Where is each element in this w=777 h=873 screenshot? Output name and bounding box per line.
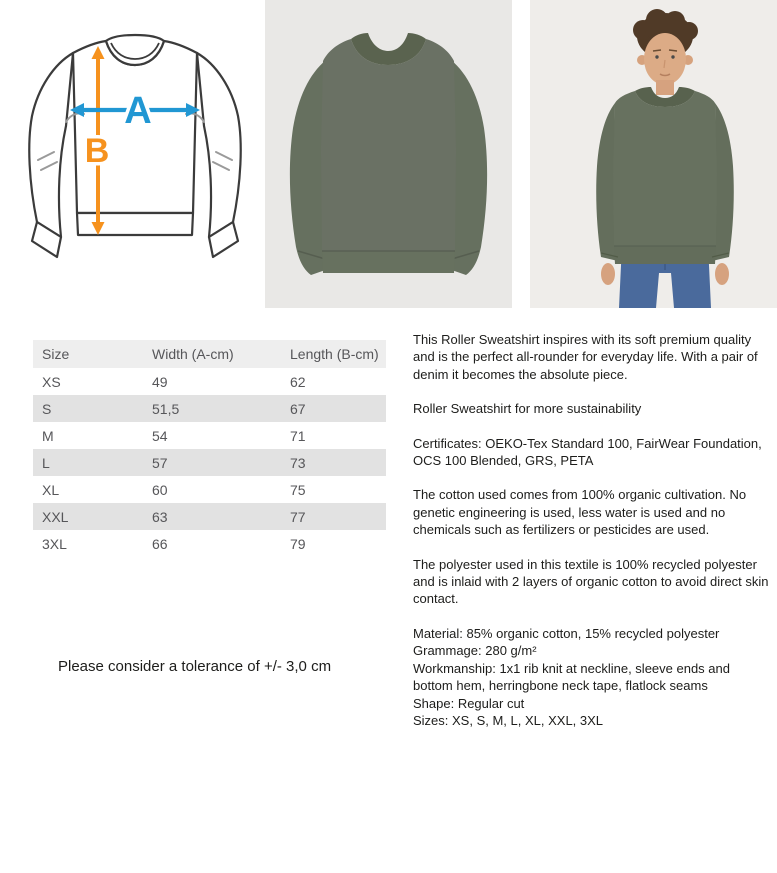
size-cell: XXL bbox=[42, 508, 69, 525]
spec-workmanship: Workmanship: 1x1 rib knit at neckline, sleeve ends and bottom hem, herringbone neck tape, flatlock seams bbox=[413, 660, 730, 694]
length-cell: 62 bbox=[290, 373, 306, 390]
size-cell: XL bbox=[42, 481, 60, 498]
size-row-xxl bbox=[33, 503, 386, 530]
measure-label-b: B bbox=[84, 132, 110, 170]
sweatshirt-outline-drawing bbox=[0, 0, 263, 310]
product-photo-front[interactable] bbox=[265, 0, 512, 308]
size-row-m bbox=[33, 422, 386, 449]
size-row-xs bbox=[33, 368, 386, 395]
width-cell: 49 bbox=[152, 373, 168, 390]
width-cell: 51,5 bbox=[152, 400, 180, 417]
size-cell: S bbox=[42, 400, 52, 417]
description-polyester: The polyester used in this textile is 100% recycled polyester and is inlaid with 2 layers of organic cotton to avoid direct skin contact. bbox=[413, 556, 769, 607]
length-cell: 71 bbox=[290, 427, 306, 444]
length-cell: 79 bbox=[290, 535, 306, 552]
measure-label-a: A bbox=[124, 90, 152, 132]
spec-material: Material: 85% organic cotton, 15% recycled polyester bbox=[413, 625, 720, 641]
model-face bbox=[644, 33, 686, 85]
model-hand-left bbox=[601, 263, 615, 285]
length-cell: 67 bbox=[290, 400, 306, 417]
length-cell: 75 bbox=[290, 481, 306, 498]
spec-shape: Shape: Regular cut bbox=[413, 695, 525, 711]
tolerance-note: Please consider a tolerance of +/- 3,0 cm bbox=[58, 658, 332, 675]
spec-sizes: Sizes: XS, S, M, L, XL, XXL, 3XL bbox=[413, 712, 604, 728]
size-table-header-row bbox=[33, 340, 386, 368]
size-table bbox=[33, 340, 386, 557]
size-row-xl bbox=[33, 476, 386, 503]
sweatshirt-product-drawing bbox=[265, 0, 512, 308]
column-header-size: Size bbox=[42, 346, 70, 362]
model-sweatshirt bbox=[596, 87, 734, 264]
width-cell: 54 bbox=[152, 427, 168, 444]
size-row-3xl bbox=[33, 530, 386, 557]
description-certificates: Certificates: OEKO-Tex Standard 100, FairWear Foundation, OCS 100 Blended, GRS, PETA bbox=[413, 435, 762, 469]
length-cell: 77 bbox=[290, 508, 306, 525]
width-cell: 60 bbox=[152, 481, 168, 498]
spec-grammage: Grammage: 280 g/m² bbox=[413, 643, 537, 659]
size-cell: L bbox=[42, 454, 50, 471]
model-photo[interactable] bbox=[530, 0, 777, 308]
size-row-l bbox=[33, 449, 386, 476]
size-row-s bbox=[33, 395, 386, 422]
width-cell: 63 bbox=[152, 508, 168, 525]
size-cell: 3XL bbox=[42, 535, 67, 552]
column-header-width: Width (A-cm) bbox=[152, 346, 234, 362]
description-intro: This Roller Sweatshirt inspires with its soft premium quality and is the perfect all-rounder for everyday life. With a pair of denim it becomes the absolute piece. bbox=[413, 332, 758, 382]
size-cell: XS bbox=[42, 373, 61, 390]
column-header-length: Length (B-cm) bbox=[290, 346, 379, 362]
model-wearing-sweatshirt-drawing bbox=[530, 0, 777, 308]
product-description bbox=[413, 331, 773, 729]
description-sustainability-heading: Roller Sweatshirt for more sustainability bbox=[413, 401, 642, 417]
description-cotton: The cotton used comes from 100% organic cultivation. No genetic engineering is used, less water is used and no chemicals such as fertilizers or pesticides are used. bbox=[413, 487, 747, 538]
width-cell: 57 bbox=[152, 454, 168, 471]
product-specs bbox=[413, 625, 773, 729]
size-diagram-image[interactable] bbox=[0, 0, 263, 310]
width-cell: 66 bbox=[152, 535, 168, 552]
length-cell: 73 bbox=[290, 454, 306, 471]
model-hand-right bbox=[715, 263, 729, 285]
size-cell: M bbox=[42, 427, 54, 444]
